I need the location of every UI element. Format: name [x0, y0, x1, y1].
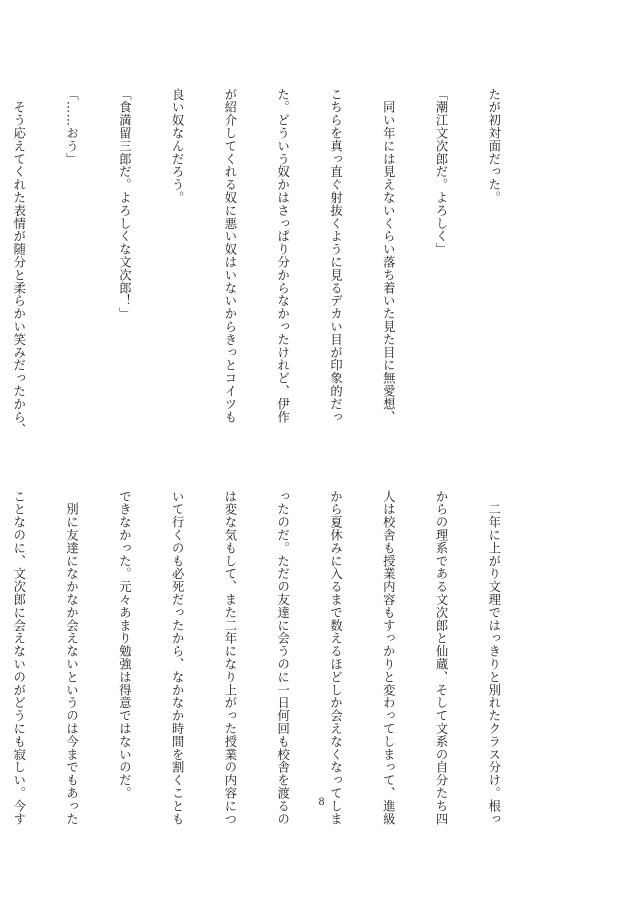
text-line: 別に友達になかなか会えないというのは今までもあった — [64, 490, 79, 826]
text-line: が紹介してくれる奴に悪い奴はいないからきっとコイツも — [222, 88, 237, 424]
upper-text-block — [11, 88, 537, 437]
text-line: 「食満留三郎だ。よろしくな文次郎！」 — [117, 88, 132, 321]
text-line: できなかった。元々あまり勉強は得意ではないのだ。 — [117, 490, 132, 800]
text-line: こちらを真っ直ぐ射抜くように見るデカい目が印象的だっ — [328, 88, 343, 424]
text-line: 良い奴なんだろう。 — [170, 88, 185, 205]
text-line: た。どういう奴かはさっぱり分からなかったけれど、伊作 — [275, 88, 290, 424]
text-line: ことなのに、文次郎に会えないのがどうにも寂しい。今す — [11, 490, 26, 826]
text-line: は変な気もして、また二年になり上がった授業の内容につ — [222, 490, 237, 826]
text-line: 「……おう」 — [64, 88, 79, 166]
page-number: 8 — [318, 797, 325, 808]
text-line: から夏休みに入るまで数えるほどしか会えなくなってしま — [328, 490, 343, 826]
text-line: 「潮江文次郎だ。よろしく」 — [434, 88, 449, 256]
text-line: からの理系である文次郎と仙蔵、そして文系の自分たち四 — [434, 490, 449, 826]
text-line: いて行くのも必死だったから、なかなか時間を割くことも — [170, 490, 185, 826]
upper-vertical-text — [11, 88, 537, 437]
text-line: たが初対面だった。 — [486, 88, 501, 205]
lower-text-block — [11, 490, 537, 826]
text-line: そう応えてくれた表情が随分と柔らかい笑みだったから、 — [11, 88, 26, 437]
text-line: 同い年には見えないくらい落ち着いた見た目に無愛想、 — [381, 88, 396, 424]
lower-vertical-text — [11, 490, 537, 826]
text-line: 二年に上がり文理ではっきりと別れたクラス分け。根っ — [486, 490, 501, 826]
text-line: 人は校舎も授業内容もすっかりと変わってしまって、進級 — [381, 490, 396, 826]
text-line: ったのだ。ただの友達に会うのに一日何回も校舎を渡るの — [275, 490, 290, 826]
